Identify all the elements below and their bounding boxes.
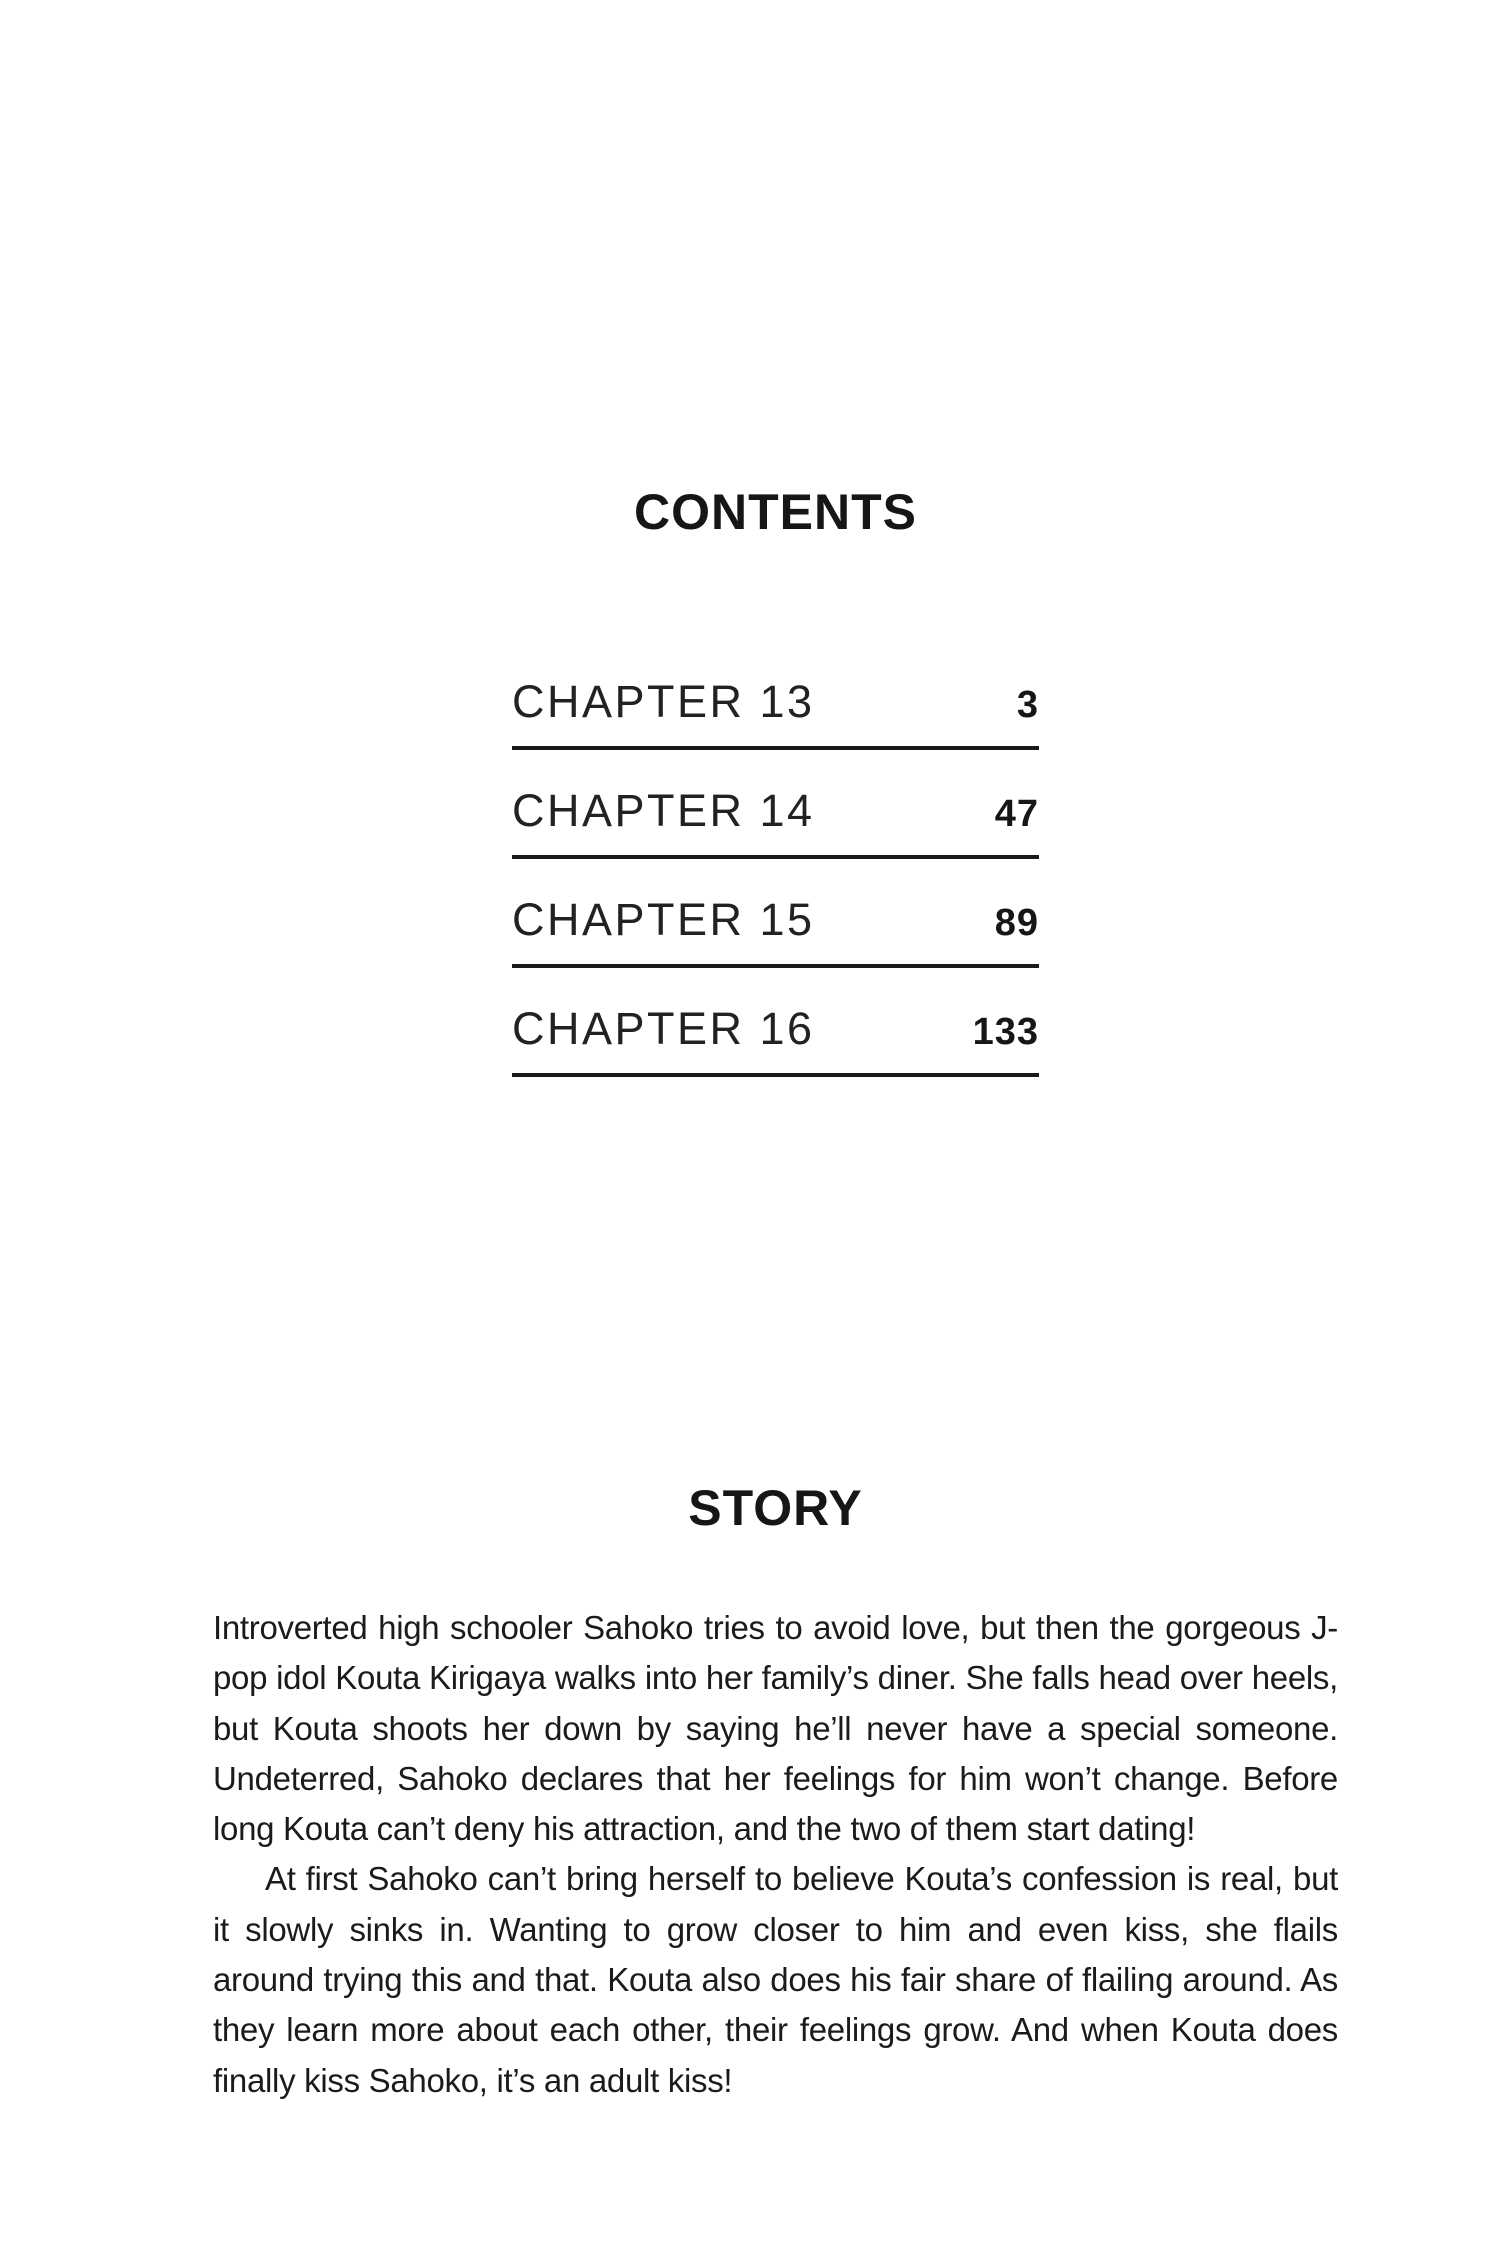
chapter-row-16 bbox=[512, 1003, 1039, 1077]
story-summary bbox=[213, 1603, 1338, 2106]
story-heading: STORY bbox=[688, 1480, 863, 1536]
chapter-row-15 bbox=[512, 894, 1039, 968]
chapter-label: CHAPTER 14 bbox=[512, 785, 815, 836]
chapter-page-number: 47 bbox=[994, 793, 1039, 835]
chapter-page-number: 89 bbox=[994, 902, 1039, 944]
story-paragraph-1: Introverted high schooler Sahoko tries to avoid love, but then the gorgeous J-pop idol Kouta Kirigaya walks into her family’s diner. She falls head over heels, but Kouta shoots her down by saying he’ll never have a special someone. Undeterred, Sahoko declares that her feelings for him won’t change. Before long Kouta can’t deny his attraction, and the two of them start dating! bbox=[213, 1609, 1338, 1848]
chapter-row-13 bbox=[512, 676, 1039, 750]
chapter-label: CHAPTER 16 bbox=[512, 1003, 815, 1054]
contents-heading: CONTENTS bbox=[634, 484, 917, 540]
story-paragraph-2: At first Sahoko can’t bring herself to believe Kouta’s confession is real, but it slowly sinks in. Wanting to grow closer to him and even kiss, she flails around trying this and that. Kouta also does his fair share of flailing around. As they learn more about each other, their feelings grow. And when Kouta does finally kiss Sahoko, it’s an adult kiss! bbox=[213, 1860, 1338, 2099]
chapter-label: CHAPTER 15 bbox=[512, 894, 815, 945]
chapter-row-14 bbox=[512, 785, 1039, 859]
chapter-page-number: 133 bbox=[972, 1011, 1039, 1053]
chapter-list bbox=[512, 676, 1039, 1077]
chapter-label: CHAPTER 13 bbox=[512, 676, 815, 727]
chapter-page-number: 3 bbox=[1016, 684, 1039, 726]
